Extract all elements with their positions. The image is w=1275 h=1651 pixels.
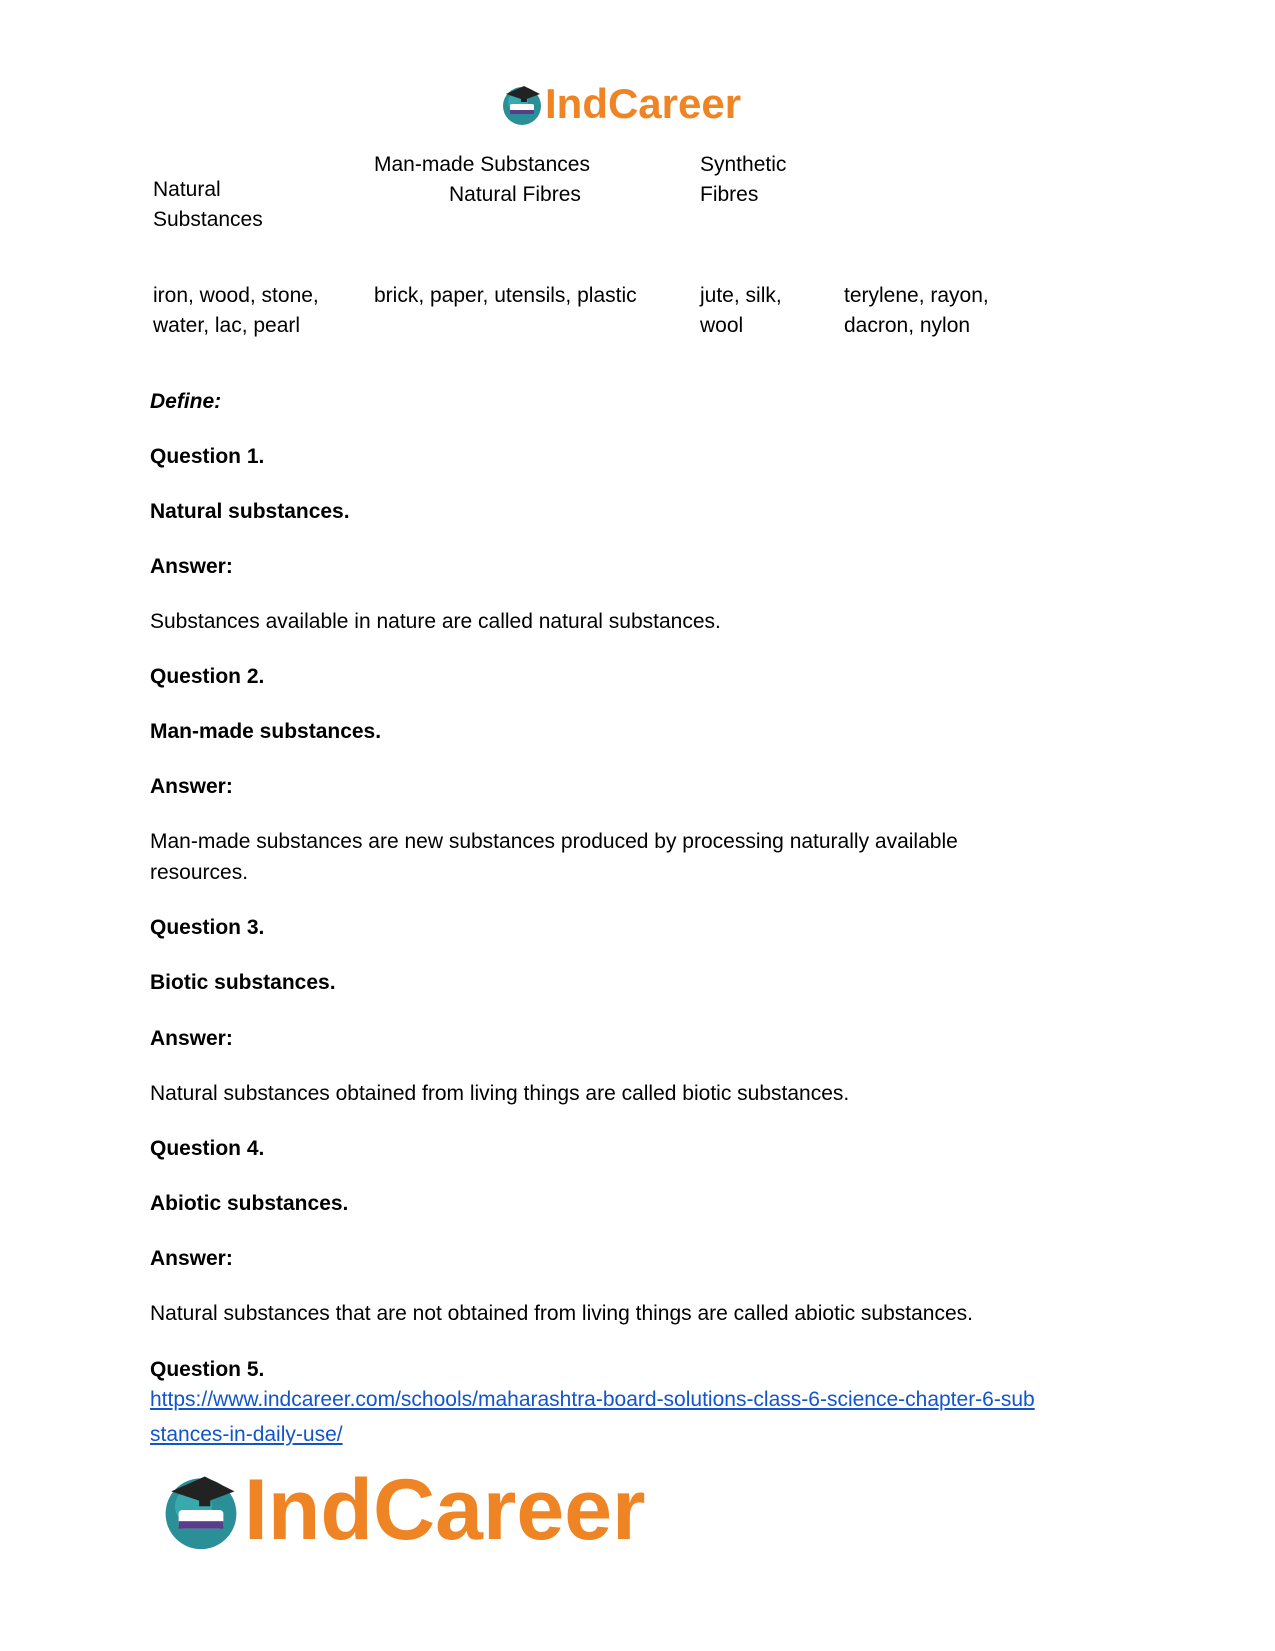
table-cell-natural-1: iron, wood, stone, <box>153 284 319 307</box>
answer-2-label: Answer: <box>150 775 233 798</box>
table-header-natural-2: Substances <box>153 208 263 231</box>
define-heading: Define: <box>150 390 222 413</box>
question-3-label: Question 3. <box>150 916 265 939</box>
answer-4-label: Answer: <box>150 1247 233 1270</box>
answer-1-label: Answer: <box>150 555 233 578</box>
answer-4-text: Natural substances that are not obtained from living things are called abiotic substances. <box>150 1302 973 1325</box>
globe-graduation-cap-icon <box>160 1469 242 1551</box>
footer-logo <box>160 1462 646 1558</box>
question-2-label: Question 2. <box>150 665 265 688</box>
table-cell-natural-2: water, lac, pearl <box>153 314 301 337</box>
answer-3-label: Answer: <box>150 1027 233 1050</box>
question-2-title: Man-made substances. <box>150 720 382 743</box>
table-header-manmade-1: Man-made Substances <box>374 153 590 176</box>
source-link-line-2[interactable]: stances-in-daily-use/ <box>150 1423 343 1446</box>
answer-1-text: Substances available in nature are called natural substances. <box>150 610 721 633</box>
question-4-title: Abiotic substances. <box>150 1192 349 1215</box>
answer-3-text: Natural substances obtained from living things are called biotic substances. <box>150 1082 850 1105</box>
table-header-manmade-2: Natural Fibres <box>449 183 581 206</box>
table-cell-fibres-1: jute, silk, <box>700 284 782 307</box>
table-header-synthetic-2: Fibres <box>700 183 759 206</box>
header-logo-text: IndCareer <box>545 80 742 127</box>
question-3-title: Biotic substances. <box>150 971 336 994</box>
globe-graduation-cap-icon <box>500 82 544 126</box>
substances-table <box>150 155 1050 355</box>
question-4-label: Question 4. <box>150 1137 265 1160</box>
source-link-line-1[interactable]: https://www.indcareer.com/schools/maharashtra-board-solutions-class-6-science-chapter-6-sub <box>150 1388 1035 1411</box>
table-cell-synthetic-1: terylene, rayon, <box>844 284 989 307</box>
table-cell-manmade: brick, paper, utensils, plastic <box>374 284 637 307</box>
answer-2-text-line-2: resources. <box>150 861 249 884</box>
table-cell-fibres-2: wool <box>700 314 744 337</box>
table-header-synthetic-1: Synthetic <box>700 153 787 176</box>
footer-logo-text: IndCareer <box>244 1462 646 1558</box>
question-5-label: Question 5. <box>150 1358 265 1381</box>
table-cell-synthetic-2: dacron, nylon <box>844 314 971 337</box>
question-1-label: Question 1. <box>150 445 265 468</box>
header-logo <box>500 78 741 130</box>
table-header-natural-1: Natural <box>153 178 221 201</box>
answer-2-text-line-1: Man-made substances are new substances produced by processing naturally available <box>150 830 958 853</box>
question-1-title: Natural substances. <box>150 500 350 523</box>
